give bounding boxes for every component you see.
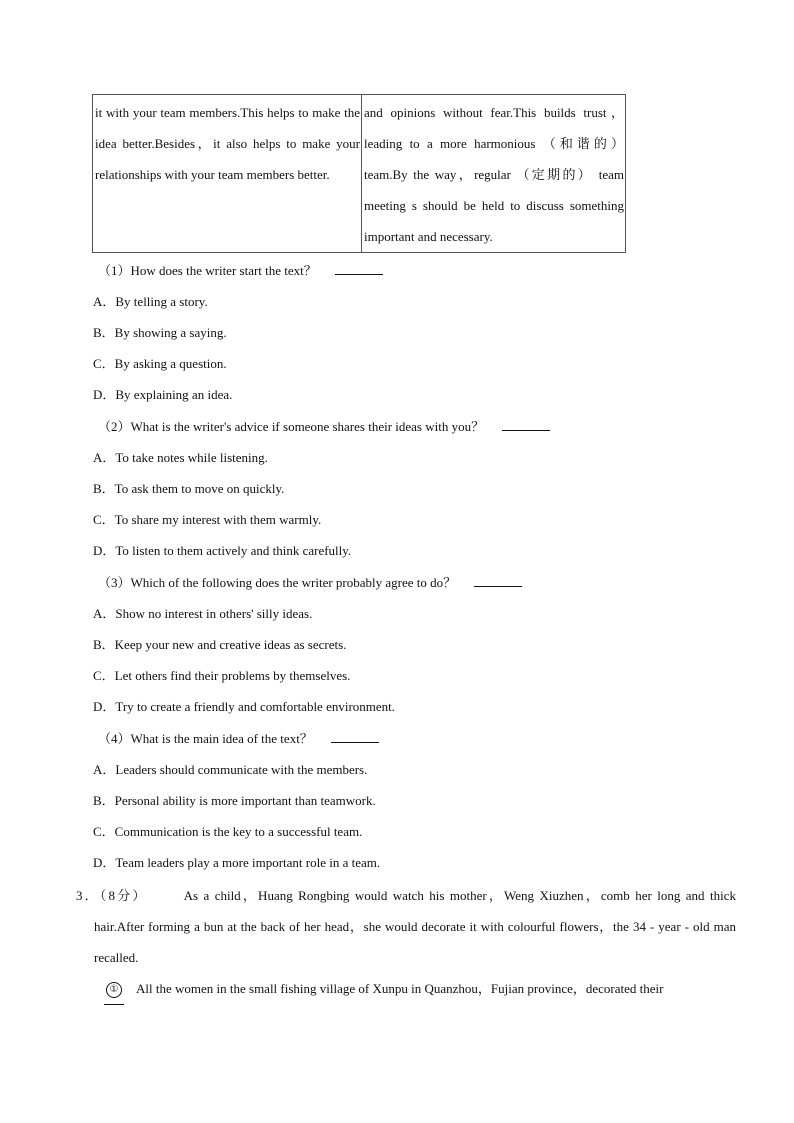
question-3-option-a[interactable]: A．Show no interest in others' silly ideas. xyxy=(93,606,313,621)
question-4-stem xyxy=(98,729,379,749)
paragraph-marker xyxy=(104,973,124,1005)
passage-table xyxy=(92,94,626,253)
answer-blank-4[interactable] xyxy=(331,730,379,743)
passage-left-cell: it with your team members.This helps to make the idea better.Besides，it also helps to make your relationships with your team members better. xyxy=(93,95,362,253)
question-3-stem xyxy=(98,573,522,593)
question-4-text: （4）What is the main idea of the text？ xyxy=(98,731,313,746)
question-4-option-c[interactable]: C．Communication is the key to a successful team. xyxy=(93,824,363,839)
section-3-paragraph-2 xyxy=(104,973,718,1005)
question-3-option-b[interactable]: B．Keep your new and creative ideas as secrets. xyxy=(93,637,347,652)
question-2-option-a[interactable]: A．To take notes while listening. xyxy=(93,450,268,465)
answer-blank-1[interactable] xyxy=(335,262,383,275)
section-3-number: 3．（8分） xyxy=(76,888,148,903)
question-2-text: （2）What is the writer's advice if someone shares their ideas with you？ xyxy=(98,419,485,434)
question-1-option-d[interactable]: D．By explaining an idea. xyxy=(93,387,233,402)
question-3-option-c[interactable]: C．Let others find their problems by themselves. xyxy=(93,668,351,683)
question-2-option-c[interactable]: C．To share my interest with them warmly. xyxy=(93,512,322,527)
question-2-option-b[interactable]: B．To ask them to move on quickly. xyxy=(93,481,285,496)
question-4-option-d[interactable]: D．Team leaders play a more important role in a team. xyxy=(93,855,381,870)
section-3-text: As a child，Huang Rongbing would watch his mother，Weng Xiuzhen，comb her long and thick hair.After forming a bun at the back of her head，she would decorate it with colourful flowers，the 34 - year - old man recalled. xyxy=(94,888,736,965)
section-3-paragraph xyxy=(76,880,736,973)
question-1-text: （1）How does the writer start the text？ xyxy=(98,263,317,278)
question-1-option-b[interactable]: B．By showing a saying. xyxy=(93,325,227,340)
question-1-option-c[interactable]: C．By asking a question. xyxy=(93,356,227,371)
answer-blank-3[interactable] xyxy=(474,574,522,587)
passage-right-cell: and opinions without fear.This builds trust，leading to a more harmonious （和谐的） team.By the way，regular （定期的） team meeting s should be held to discuss something important and necessary. xyxy=(362,95,626,253)
answer-blank-2[interactable] xyxy=(502,418,550,431)
question-2-stem xyxy=(98,417,550,437)
question-3-text: （3）Which of the following does the writer probably agree to do？ xyxy=(98,575,457,590)
question-1-stem xyxy=(98,261,383,281)
question-4-option-b[interactable]: B．Personal ability is more important than teamwork. xyxy=(93,793,376,808)
question-4-option-a[interactable]: A．Leaders should communicate with the members. xyxy=(93,762,368,777)
question-1-option-a[interactable]: A．By telling a story. xyxy=(93,294,208,309)
section-3-paragraph-2-text: All the women in the small fishing village of Xunpu in Quanzhou，Fujian province，decorated their xyxy=(136,981,664,996)
question-3-option-d[interactable]: D．Try to create a friendly and comfortable environment. xyxy=(93,699,396,714)
question-2-option-d[interactable]: D．To listen to them actively and think carefully. xyxy=(93,543,352,558)
circled-number-1: ① xyxy=(106,982,122,998)
